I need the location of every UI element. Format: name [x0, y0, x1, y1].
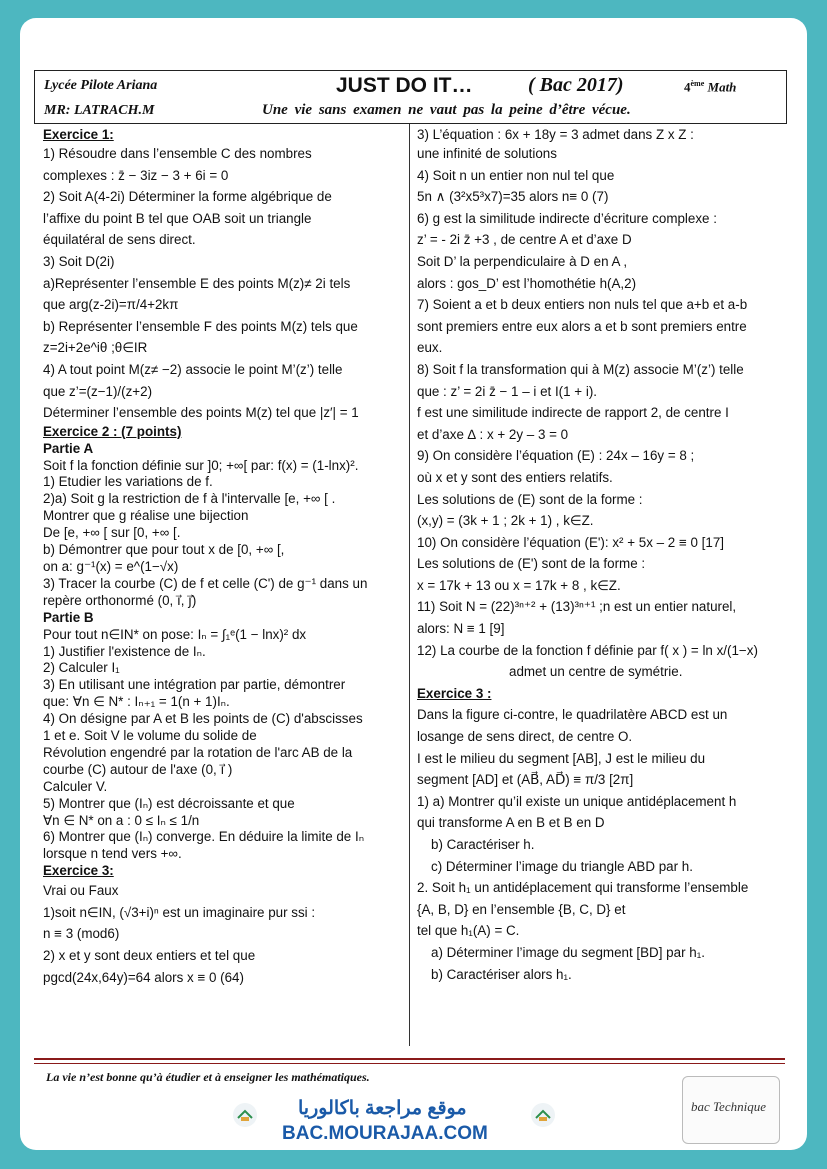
geo-line: c) Déterminer l’image du triangle ABD par h. — [431, 858, 693, 874]
partie-a-title: Partie A — [43, 440, 94, 456]
geo-line: Dans la figure ci-contre, le quadrilatère ABCD est un — [417, 707, 728, 723]
partie-b-title: Partie B — [43, 609, 94, 625]
vf-line: où x et y sont des entiers relatifs. — [417, 469, 613, 485]
level-number: 4 — [684, 79, 691, 95]
vf-line: admet un centre de symétrie. — [509, 664, 683, 680]
geo-line: b) Caractériser alors h₁. — [431, 966, 572, 982]
ex2-line: 5) Montrer que (Iₙ) est décroissante et que — [43, 795, 295, 811]
ex2-line: 2) Calculer I₁ — [43, 660, 120, 676]
ex2-line: Soit f la fonction définie sur ]0; +∞[ par: f(x) = (1-lnx)². — [43, 457, 359, 473]
ex1-line: l’affixe du point B tel que OAB soit un triangle — [43, 210, 312, 226]
exercise-1-title: Exercice 1: — [43, 127, 114, 142]
ex2-line: Révolution engendré par la rotation de l'arc AB de la — [43, 744, 353, 760]
footer-line-bottom — [34, 1063, 785, 1064]
geo-line: 2. Soit h₁ un antidéplacement qui transforme l’ensemble — [417, 880, 749, 896]
ex2-line: que: ∀n ∈ N* : Iₙ₊₁ = 1(n + 1)Iₙ. — [43, 694, 230, 710]
vf-line: 6) g est la similitude indirecte d’écriture complexe : — [417, 210, 717, 226]
page-title: JUST DO IT… — [336, 74, 473, 97]
ex1-line: 2) Soit A(4-2i) Déterminer la forme algébrique de — [43, 189, 332, 205]
ex2-line: 1) Etudier les variations de f. — [43, 474, 213, 490]
ex1-line: a)Représenter l’ensemble E des points M(z)≠ 2i tels — [43, 275, 351, 291]
level-label — [684, 79, 736, 95]
exercise-3-geo-title: Exercice 3 : — [417, 685, 492, 701]
ex2-line: lorsque n tend vers +∞. — [43, 846, 182, 862]
geo-line: I est le milieu du segment [AB], J est le milieu du — [417, 750, 706, 766]
ex2-line: De [e, +∞ [ sur [0, +∞ [. — [43, 525, 181, 541]
site-name-arabic[interactable]: موقع مراجعة باكالوريا — [298, 1098, 467, 1119]
left-logo-icon — [232, 1102, 258, 1128]
motto: Une vie sans examen ne vaut pas la peine d’être vécue. — [262, 102, 631, 118]
vf-line: Les solutions de (E') sont de la forme : — [417, 556, 646, 572]
level-name: Math — [707, 79, 737, 95]
right-column — [417, 126, 787, 985]
ex1-line: b) Représenter l’ensemble F des points M(z) tels que — [43, 318, 358, 334]
ex2-line: on a: g⁻¹(x) = e^(1−√x) — [43, 558, 179, 574]
ex1-line: Déterminer l’ensemble des points M(z) tel que |z′| = 1 — [43, 405, 359, 421]
vf-line: sont premiers entre eux alors a et b sont premiers entre — [417, 318, 747, 334]
ex1-line: que arg(z-2i)=π/4+2kπ — [43, 297, 179, 313]
ex2-line: Calculer V. — [43, 778, 108, 794]
exercise-3-vf-block — [43, 880, 403, 988]
ex2-line: Montrer que g réalise une bijection — [43, 508, 249, 524]
site-url[interactable]: BAC.MOURAJAA.COM — [282, 1123, 488, 1144]
vf-line: 8) Soit f la transformation qui à M(z) associe M’(z’) telle — [417, 361, 744, 377]
column-divider — [409, 124, 410, 1046]
vf-line: 5n ∧ (3²x5³x7)=35 alors n≡ 0 (7) — [417, 189, 609, 205]
ex2-line: 3) Tracer la courbe (C) de f et celle (C') de g⁻¹ dans un — [43, 575, 368, 591]
ex1-line: équilatéral de sens direct. — [43, 232, 196, 248]
ex2-line: 3) En utilisant une intégration par partie, démontrer — [43, 677, 346, 693]
vf-line: 2) x et y sont deux entiers et tel que — [43, 947, 256, 963]
school-name: Lycée Pilote Ariana — [44, 78, 158, 93]
ex2-line: 4) On désigne par A et B les points de (C) d'abscisses — [43, 711, 363, 727]
vf-line: 12) La courbe de la fonction f définie par f( x ) = ln x/(1−x) — [417, 642, 758, 658]
vf-line: 3) L’équation : 6x + 18y = 3 admet dans Z x Z : — [417, 127, 694, 142]
footer-line-top — [34, 1058, 785, 1060]
geo-line: 1) a) Montrer qu’il existe un unique antidéplacement h — [417, 793, 737, 809]
ex1-line: z=2i+2e^iθ ;θ∈IR — [43, 340, 148, 356]
vf-line: que : z’ = 2i z̄ − 1 – i et I(1 + i). — [417, 383, 597, 399]
exercise-2-block — [43, 424, 403, 880]
exam-year: ( Bac 2017) — [528, 74, 624, 96]
vf-line: pgcd(24x,64y)=64 alors x ≡ 0 (64) — [43, 969, 244, 985]
footer-quote: La vie n’est bonne qu’à étudier et à enseigner les mathématiques. — [46, 1070, 370, 1084]
vf-line: f est une similitude indirecte de rapport 2, de centre I — [417, 405, 729, 421]
exercise-1-block — [43, 126, 403, 424]
exercise-2-title: Exercice 2 : (7 points) — [43, 423, 182, 439]
ex2-line: repère orthonormé (0, i⃗, j⃗) — [43, 592, 197, 608]
ex2-line: 1) Justifier l'existence de Iₙ. — [43, 643, 206, 659]
bac-technique-badge — [682, 1076, 780, 1144]
ex2-line: ∀n ∈ N* on a : 0 ≤ Iₙ ≤ 1/n — [43, 812, 200, 828]
vf-line: 10) On considère l’équation (E'): x² + 5x – 2 ≡ 0 [17] — [417, 534, 724, 550]
ex2-line: Pour tout n∈IN* on pose: Iₙ = ∫₁ᵉ(1 − lnx)² dx — [43, 626, 307, 642]
ex1-line: 4) A tout point M(z≠ −2) associe le point M’(z’) telle — [43, 361, 343, 377]
ex1-line: 1) Résoudre dans l’ensemble C des nombres — [43, 146, 312, 161]
teacher-name: MR: LATRACH.M — [44, 103, 155, 118]
vf-line: Soit D’ la perpendiculaire à D en A , — [417, 253, 628, 269]
ex2-line: 2)a) Soit g la restriction de f à l'intervalle [e, +∞ [ . — [43, 491, 336, 507]
ex2-line: 1 et e. Soit V le volume du solide de — [43, 728, 257, 744]
geo-line: tel que h₁(A) = C. — [417, 923, 520, 939]
ex1-line: 3) Soit D(2i) — [43, 253, 115, 269]
geo-line: a) Déterminer l’image du segment [BD] par h₁. — [431, 944, 705, 960]
vf-line: alors : gos_D’ est l’homothétie h(A,2) — [417, 275, 637, 291]
vf-line: eux. — [417, 340, 443, 356]
geo-line: b) Caractériser h. — [431, 837, 535, 852]
vf-line: alors: N ≡ 1 [9] — [417, 621, 505, 637]
vf-line: n ≡ 3 (mod6) — [43, 926, 120, 942]
ex2-line: b) Démontrer que pour tout x de [0, +∞ [, — [43, 542, 285, 558]
vf-line: Vrai ou Faux — [43, 883, 119, 899]
ex2-line: 6) Montrer que (Iₙ) converge. En déduire la limite de Iₙ — [43, 829, 365, 845]
exercise-3-vf-title: Exercice 3: — [43, 863, 114, 879]
bac-technique-label: bac Technique — [691, 1099, 766, 1114]
vf-line: 1)soit n∈IN, (√3+i)ⁿ est un imaginaire pur ssi : — [43, 904, 316, 920]
geo-line: qui transforme A en B et B en D — [417, 815, 605, 831]
vf-line: 11) Soit N = (22)³ⁿ⁺² + (13)³ⁿ⁺¹ ;n est un entier naturel, — [417, 599, 737, 615]
vf-line: 9) On considère l’équation (E) : 24x – 16y = 8 ; — [417, 448, 695, 464]
geo-line: losange de sens direct, de centre O. — [417, 729, 633, 745]
right-logo-icon — [530, 1102, 556, 1128]
ex2-line: courbe (C) autour de l'axe (0, i⃗ ) — [43, 761, 233, 777]
vf-line: z’ = - 2i z̄ +3 , de centre A et d’axe D — [417, 232, 632, 248]
vf-line: (x,y) = (3k + 1 ; 2k + 1) , k∈Z. — [417, 513, 594, 529]
vf-line: 7) Soient a et b deux entiers non nuls tel que a+b et a-b — [417, 297, 748, 313]
vf-line: x = 17k + 13 ou x = 17k + 8 , k∈Z. — [417, 577, 621, 593]
geo-line: {A, B, D} en l’ensemble {B, C, D} et — [417, 901, 626, 917]
left-column — [43, 126, 403, 988]
ex1-line: que z’=(z−1)/(z+2) — [43, 383, 153, 399]
geo-line: segment [AD] et (AB⃗, AD⃗) ≡ π/3 [2π] — [417, 772, 634, 788]
vf-line: une infinité de solutions — [417, 146, 557, 161]
vf-line: 4) Soit n un entier non nul tel que — [417, 167, 615, 183]
vf-line: Les solutions de (E) sont de la forme : — [417, 491, 643, 507]
vf-line: et d’axe ∆ : x + 2y – 3 = 0 — [417, 426, 569, 442]
level-suffix: ème — [690, 79, 705, 88]
ex1-line: complexes : z̄ − 3iz − 3 + 6i = 0 — [43, 167, 229, 183]
